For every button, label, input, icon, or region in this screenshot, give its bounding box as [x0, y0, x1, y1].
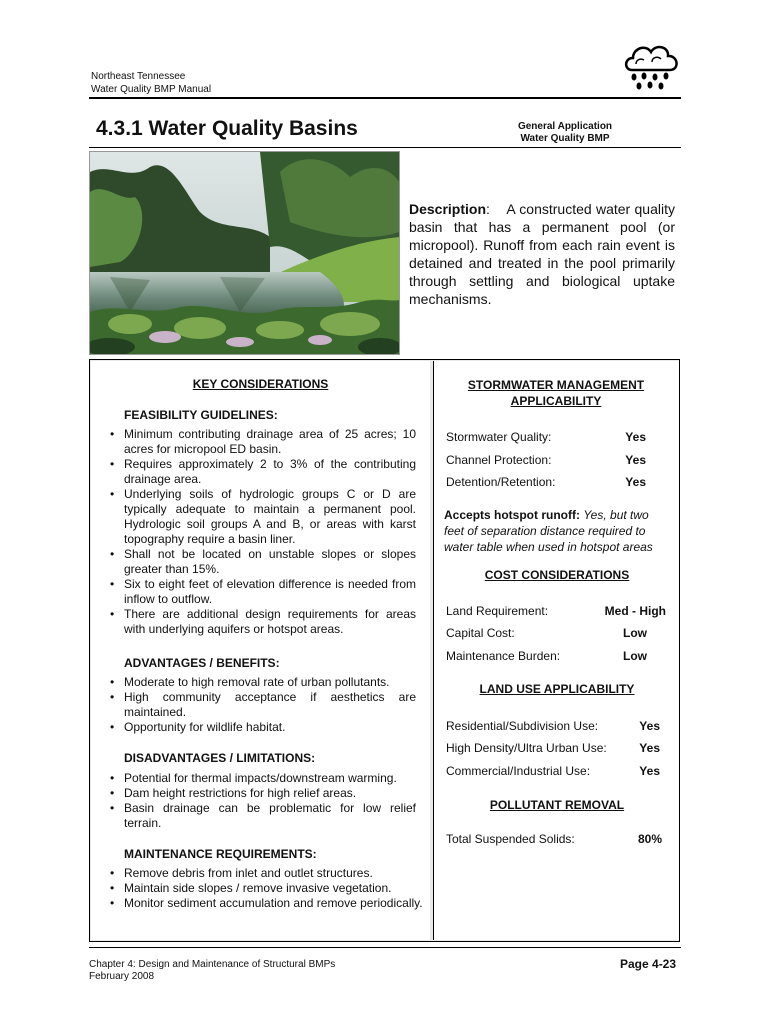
- header-line-1: Northeast Tennessee: [91, 71, 186, 82]
- disadvantages-list: [104, 771, 416, 831]
- table-row: Residential/Subdivision Use: Yes: [446, 719, 660, 733]
- disadvantages-heading: DISADVANTAGES / LIMITATIONS:: [124, 751, 316, 765]
- list-item: • Monitor sediment accumulation and remove periodically.: [104, 896, 426, 911]
- list-item: • Six to eight feet of elevation difference is needed from inflow to outflow.: [104, 577, 416, 607]
- pollutant-removal-heading: POLLUTANT REMOVAL: [489, 798, 625, 812]
- key-considerations-heading: KEY CONSIDERATIONS: [192, 377, 329, 391]
- header-line-2: Water Quality BMP Manual: [91, 84, 212, 95]
- description-text: A constructed water quality basin that has a permanent pool (or micropool). Runoff from each rain event is detained and treated in the pool primarily through settling and biological uptake mechanisms.: [409, 201, 675, 307]
- advantages-list: [104, 675, 416, 735]
- table-row: Commercial/Industrial Use: Yes: [446, 764, 660, 778]
- list-item: • High community acceptance if aesthetics are maintained.: [104, 690, 416, 720]
- page-number: Page 4-23: [620, 957, 677, 971]
- footer-chapter: Chapter 4: Design and Maintenance of Structural BMPs February 2008: [89, 959, 336, 982]
- hotspot-note: Accepts hotspot runoff: Yes, but two feet of separation distance required to water table when used in hotspot areas: [444, 508, 653, 554]
- list-item: • Dam height restrictions for high relief areas.: [104, 786, 416, 801]
- feasibility-list: [104, 427, 416, 637]
- footer-divider: [89, 947, 681, 948]
- general-application-label: General Application Water Quality BMP: [517, 121, 613, 144]
- manual-header: [91, 70, 211, 96]
- advantages-heading: ADVANTAGES / BENEFITS:: [124, 656, 280, 670]
- table-row: High Density/Ultra Urban Use: Yes: [446, 741, 660, 755]
- list-item: • Remove debris from inlet and outlet structures.: [104, 866, 426, 881]
- rain-cloud-icon: [622, 40, 682, 92]
- table-row: Stormwater Quality: Yes: [446, 430, 646, 444]
- table-row: Capital Cost: Low: [446, 626, 647, 640]
- description-label: Description: [409, 201, 487, 217]
- cost-considerations-heading: COST CONSIDERATIONS: [484, 568, 630, 582]
- list-item: • Moderate to high removal rate of urban pollutants.: [104, 675, 416, 690]
- list-item: • Potential for thermal impacts/downstream warming.: [104, 771, 416, 786]
- table-row: Land Requirement: Med - High: [446, 604, 666, 618]
- list-item: • Minimum contributing drainage area of 25 acres; 10 acres for micropool ED basin.: [104, 427, 416, 457]
- page-title: 4.3.1 Water Quality Basins: [96, 117, 358, 140]
- description: Description: A constructed water quality basin that has a permanent pool (or micropool). Runoff from each rain event is detained and treated in the pool primarily through settling and biological uptake mechanisms.: [409, 201, 675, 307]
- maintenance-heading: MAINTENANCE REQUIREMENTS:: [124, 847, 317, 861]
- table-row: Detention/Retention: Yes: [446, 475, 646, 489]
- title-divider: [89, 147, 681, 148]
- table-row: Maintenance Burden: Low: [446, 649, 647, 663]
- land-use-heading: LAND USE APPLICABILITY: [479, 682, 635, 696]
- header-divider: [89, 97, 681, 99]
- list-item: • Maintain side slopes / remove invasive vegetation.: [104, 881, 426, 896]
- table-row: Total Suspended Solids: 80%: [446, 832, 662, 846]
- stormwater-applicability-heading: STORMWATER MANAGEMENT APPLICABILITY: [467, 378, 645, 408]
- list-item: • Shall not be located on unstable slopes or slopes greater than 15%.: [104, 547, 416, 577]
- list-item: • Opportunity for wildlife habitat.: [104, 720, 416, 735]
- list-item: • There are additional design requirements for areas with underlying aquifers or hotspot areas.: [104, 607, 416, 637]
- table-row: Channel Protection: Yes: [446, 453, 646, 467]
- maintenance-list: [104, 866, 426, 911]
- list-item: • Underlying soils of hydrologic groups C or D are typically adequate to maintain a permanent pool. Hydrologic soil groups A and B, or areas with karst topography require a basin liner.: [104, 487, 416, 547]
- list-item: • Basin drainage can be problematic for low relief terrain.: [104, 801, 416, 831]
- list-item: • Requires approximately 2 to 3% of the contributing drainage area.: [104, 457, 416, 487]
- feasibility-heading: FEASIBILITY GUIDELINES:: [124, 408, 278, 422]
- water-quality-basin-photo: [89, 151, 400, 355]
